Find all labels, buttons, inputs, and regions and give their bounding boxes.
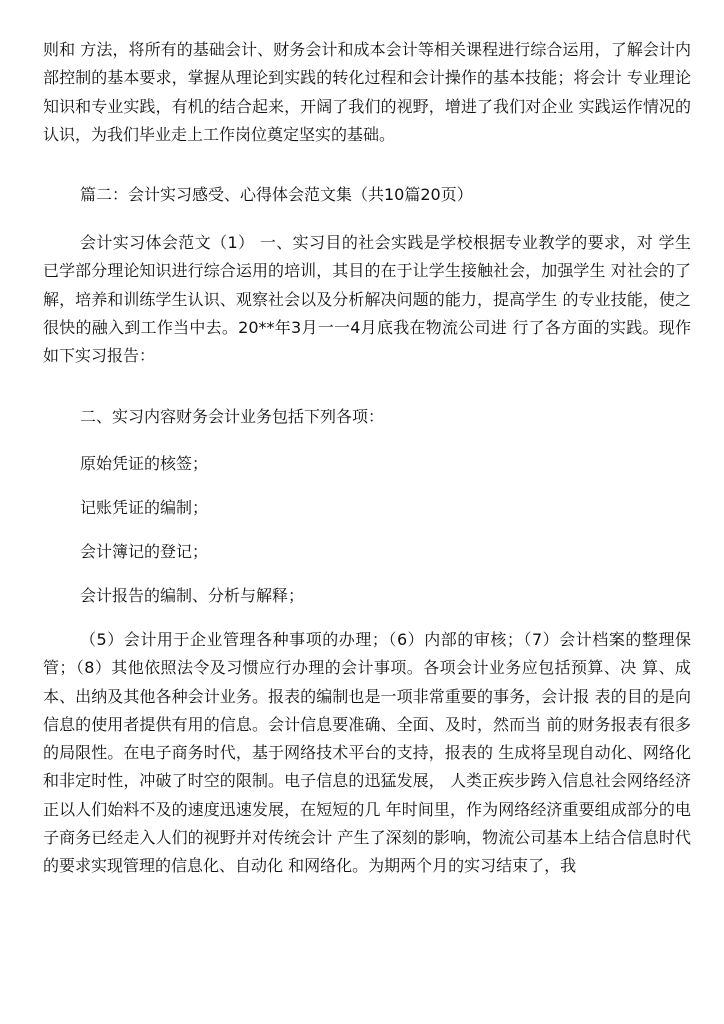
list-item: 原始凭证的核签； xyxy=(80,454,209,473)
list-item: 会计簿记的登记； xyxy=(80,542,209,561)
paragraph-accounting-tasks: （5）会计用于企业管理各种事项的办理；（6）内部的审核；（7）会计档案的整理保管；（8）其他依照法令及习惯应行办理的会计事项。各项会计业务应包括预算、决 算、成本、出纳及其他各种会计业务。报表的编制也是一项非常重要的事务，会计报 表的目的是向信息的使用者提供有用的信息。会计信息要准确、全面、及时，然而当 前的财务报表有很多的局限性。在电子商务时代，基于网络技术平台的支持，报表的 生成将呈现自动化、网络化和非定时性，冲破了时空的限制。电子信息的迅猛发展， 人类正疾步跨入信息社会网络经济正以人们始料不及的速度迅速发展，在短短的几 年时间里，作为网络经济重要组成部分的电子商务已经走入人们的视野并对传统会计 产生了深刻的影响，物流公司基本上结合信息时代的要求实现管理的信息化、自动化 和网络化。为期两个月的实习结束了，我 xyxy=(43,630,691,876)
paragraph-practice-purpose: 会计实习体会范文（1） 一、实习目的社会实践是学校根据专业教学的要求，对 学生已学部分理论知识进行综合运用的培训，其目的在于让学生接触社会，加强学生 对社会的了解，培养和训练学生认识、观察社会以及分析解决问题的能力，提高学生 的专业技能，使之很快的融入到工作当中去。20**年3月一一4月底我在物流公司进 行了各方面的实践。现作如下实习报告： xyxy=(43,233,691,366)
list-item: 记账凭证的编制； xyxy=(80,498,209,517)
list-item: 会计报告的编制、分析与解释； xyxy=(80,586,305,605)
section-content-heading: 二、实习内容财务会计业务包括下列各项： xyxy=(80,407,385,426)
section-heading: 篇二：会计实习感受、心得体会范文集（共10篇20页） xyxy=(80,185,473,204)
paragraph-intro: 则和 方法，将所有的基础会计、财务会计和成本会计等相关课程进行综合运用，了解会计内部控制的基本要求，掌握从理论到实践的转化过程和会计操作的基本技能；将会计 专业理论知识和专业实践，有机的结合起来，开阔了我们的视野，增进了我们对企业 实践运作情况的认识，为我们毕业走上工作岗位奠定坚实的基础。 xyxy=(43,40,691,144)
